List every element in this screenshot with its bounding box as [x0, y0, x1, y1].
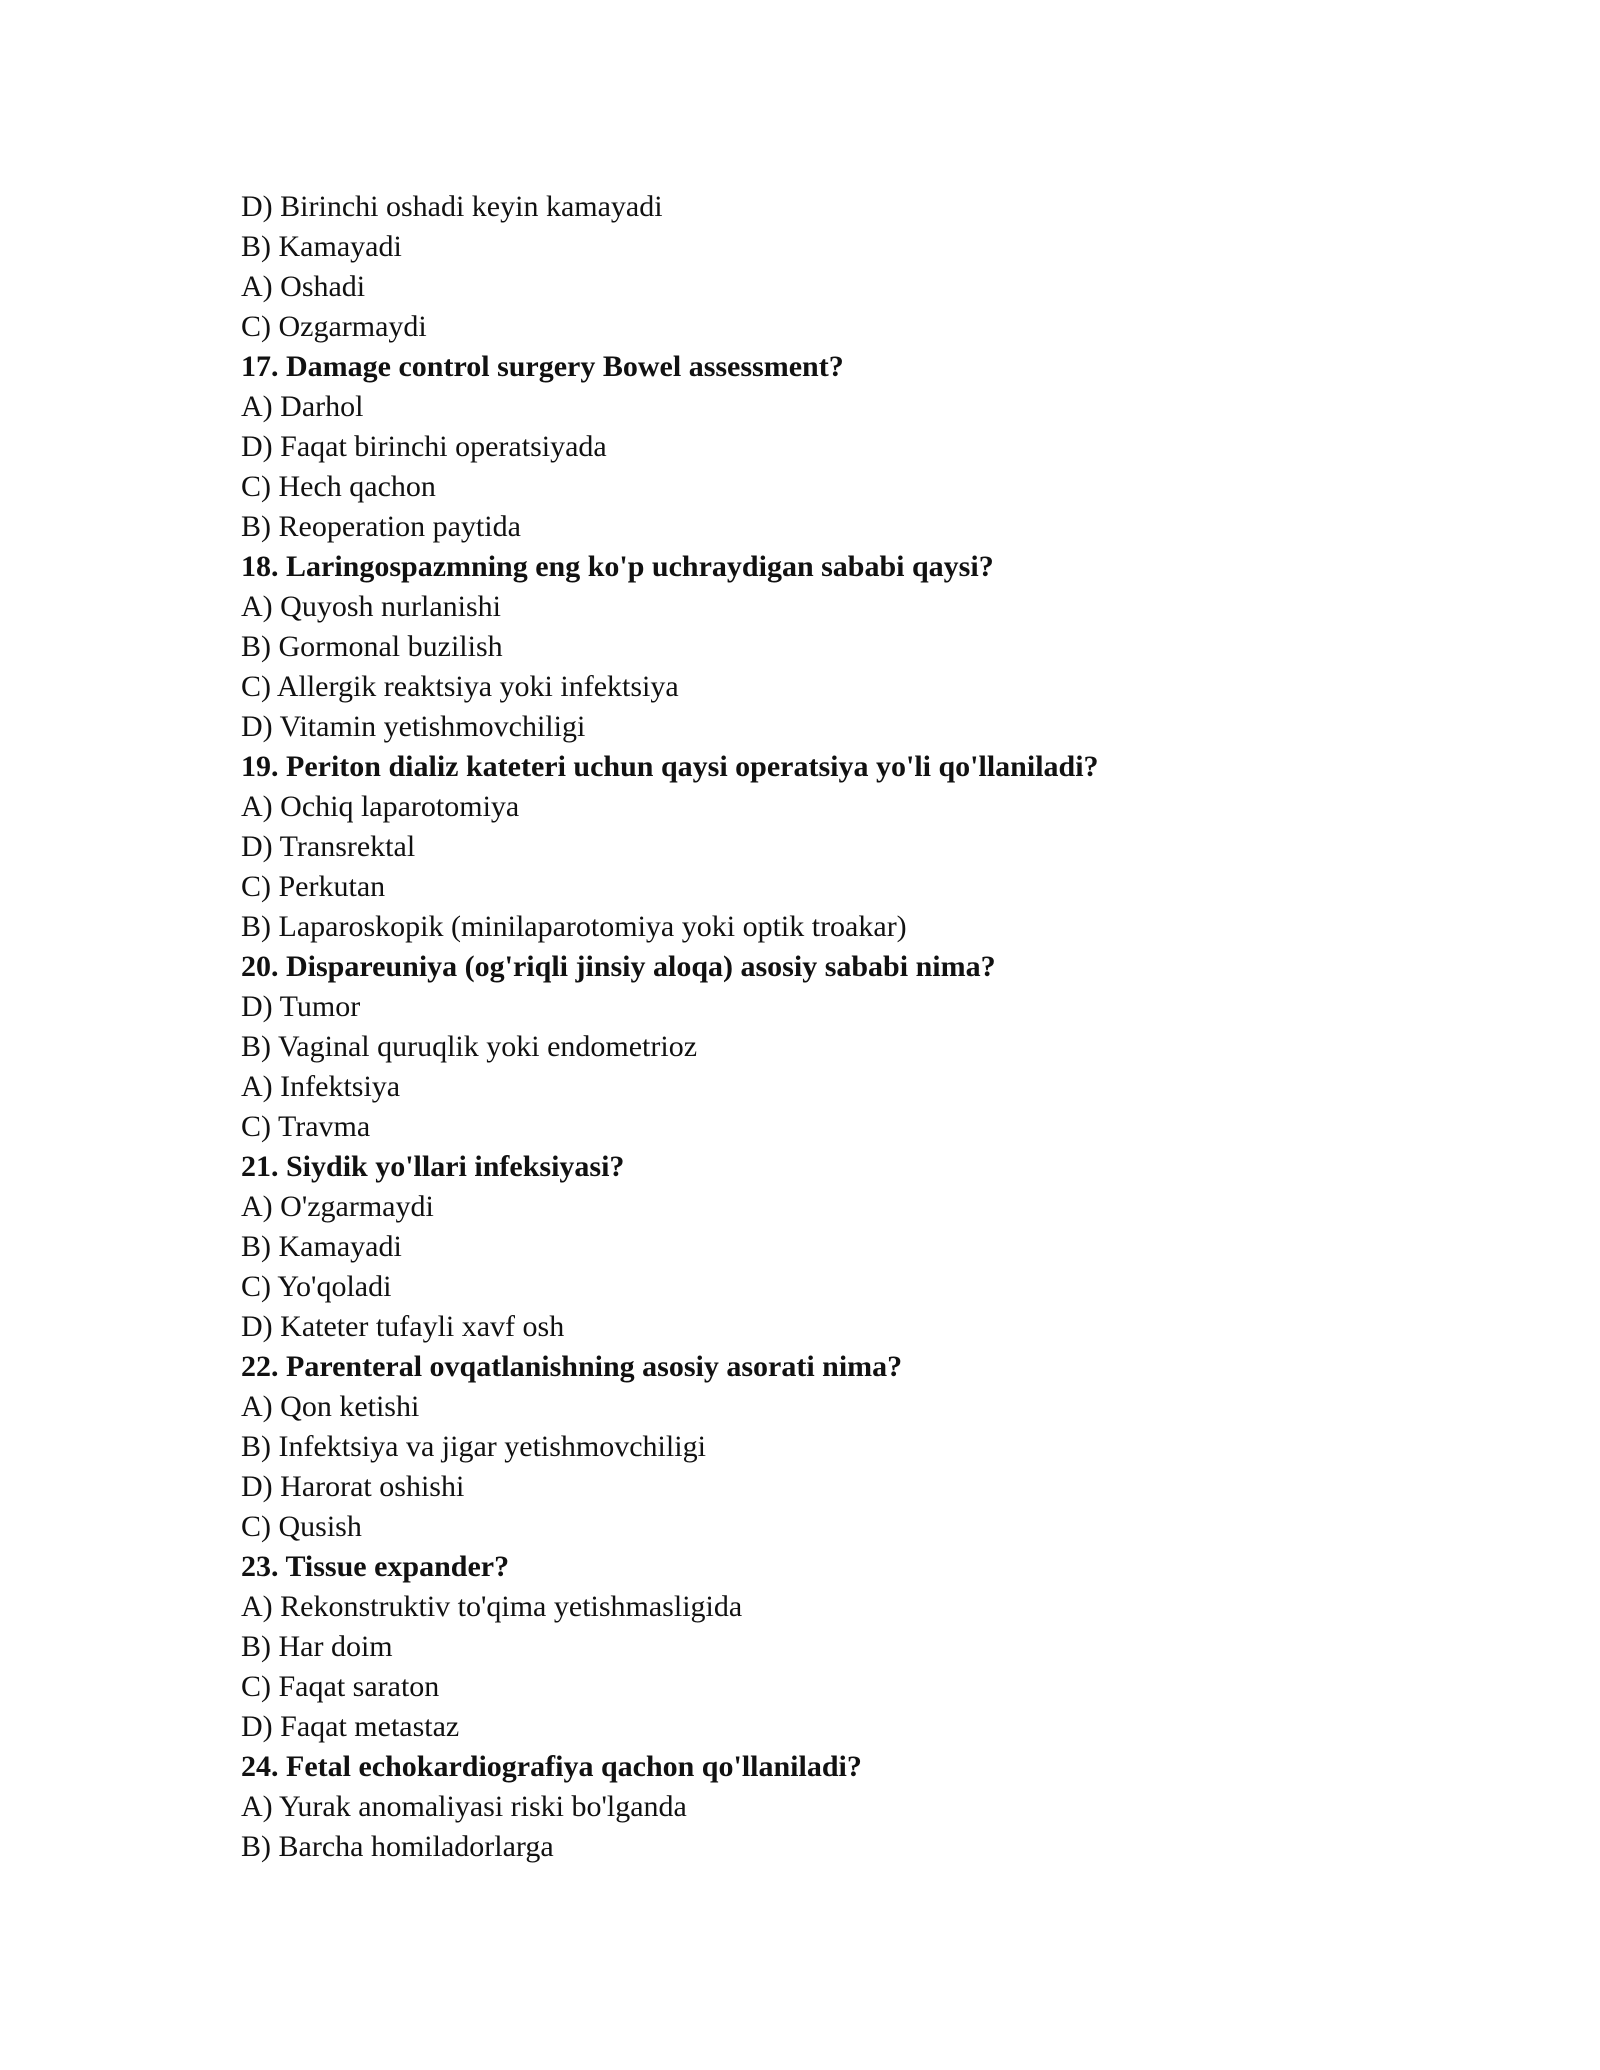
question-title: 18. Laringospazmning eng ko'p uchraydigan sababi qaysi? — [241, 550, 994, 583]
question-title: 17. Damage control surgery Bowel assessment? — [241, 350, 844, 383]
answer-option: C) Ozgarmaydi — [241, 310, 427, 343]
answer-option: A) Rekonstruktiv to'qima yetishmasligida — [241, 1590, 743, 1623]
question-title: 23. Tissue expander? — [241, 1550, 510, 1583]
answer-option: B) Infektsiya va jigar yetishmovchiligi — [241, 1430, 706, 1463]
answer-option: B) Barcha homiladorlarga — [241, 1830, 554, 1863]
answer-option: A) Ochiq laparotomiya — [241, 790, 520, 823]
answer-option: B) Har doim — [241, 1630, 393, 1663]
question-title: 21. Siydik yo'llari infeksiyasi? — [241, 1150, 625, 1183]
answer-option: B) Laparoskopik (minilaparotomiya yoki optik troakar) — [241, 910, 907, 943]
answer-option: A) Oshadi — [241, 270, 366, 303]
answer-option: C) Hech qachon — [241, 470, 436, 503]
answer-option: D) Birinchi oshadi keyin kamayadi — [241, 190, 663, 223]
answer-option: A) Infektsiya — [241, 1070, 401, 1103]
answer-option: D) Faqat metastaz — [241, 1710, 460, 1743]
answer-option: D) Faqat birinchi operatsiyada — [241, 430, 607, 463]
answer-option: C) Allergik reaktsiya yoki infektsiya — [241, 670, 679, 703]
answer-option: B) Gormonal buzilish — [241, 630, 503, 663]
answer-option: B) Vaginal quruqlik yoki endometrioz — [241, 1030, 698, 1063]
question-title: 22. Parenteral ovqatlanishning asosiy asorati nima? — [241, 1350, 903, 1383]
question-title: 20. Dispareuniya (og'riqli jinsiy aloqa) asosiy sababi nima? — [241, 950, 996, 983]
answer-option: A) Yurak anomaliyasi riski bo'lganda — [241, 1790, 687, 1823]
answer-option: D) Transrektal — [241, 830, 416, 863]
answer-option: A) Qon ketishi — [241, 1390, 420, 1423]
answer-option: C) Yo'qoladi — [241, 1270, 392, 1303]
answer-option: C) Perkutan — [241, 870, 386, 903]
answer-option: B) Reoperation paytida — [241, 510, 521, 543]
answer-option: D) Kateter tufayli xavf osh — [241, 1310, 565, 1343]
question-title: 24. Fetal echokardiografiya qachon qo'llaniladi? — [241, 1750, 862, 1783]
question-title: 19. Periton dializ kateteri uchun qaysi operatsiya yo'li qo'llaniladi? — [241, 750, 1099, 783]
answer-option: A) Quyosh nurlanishi — [241, 590, 501, 623]
answer-option: D) Vitamin yetishmovchiligi — [241, 710, 586, 743]
answer-option: D) Harorat oshishi — [241, 1470, 465, 1503]
answer-option: B) Kamayadi — [241, 230, 402, 263]
quiz-content — [241, 187, 1421, 1867]
answer-option: D) Tumor — [241, 990, 361, 1023]
answer-option: C) Qusish — [241, 1510, 362, 1543]
answer-option: C) Faqat saraton — [241, 1670, 440, 1703]
answer-option: C) Travma — [241, 1110, 371, 1143]
answer-option: A) O'zgarmaydi — [241, 1190, 434, 1223]
answer-option: A) Darhol — [241, 390, 364, 423]
answer-option: B) Kamayadi — [241, 1230, 402, 1263]
